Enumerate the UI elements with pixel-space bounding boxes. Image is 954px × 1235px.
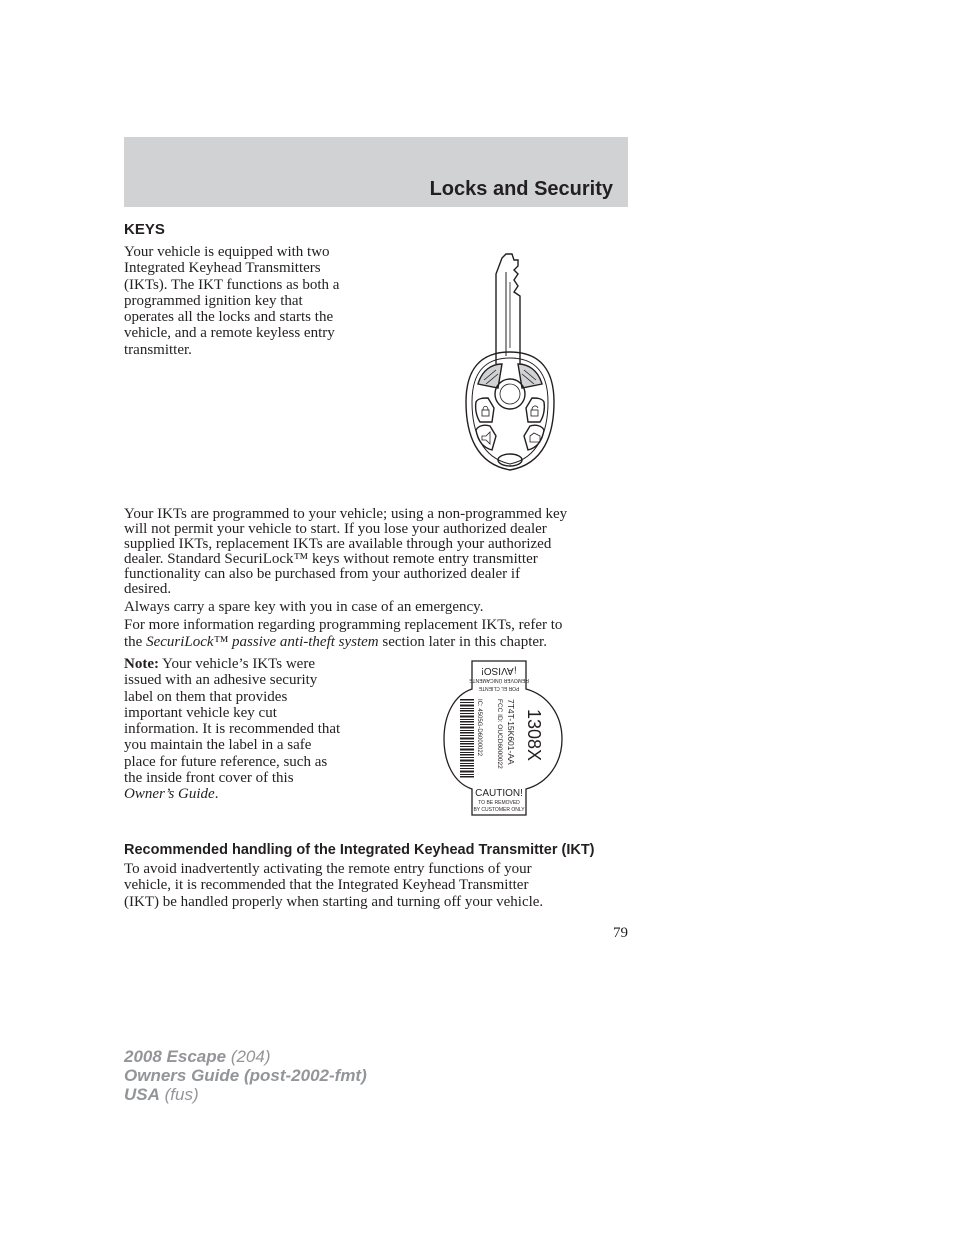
text-line: programmed ignition key that xyxy=(124,292,303,309)
text-run: Your vehicle’s IKTs were xyxy=(158,656,315,672)
text-line: operates all the locks and starts the xyxy=(124,309,334,326)
section-heading-keys: KEYS xyxy=(124,221,165,238)
text-line: desired. xyxy=(124,581,172,598)
text-line: you maintain the label in a safe xyxy=(124,737,312,754)
text-line: information. It is recommended that xyxy=(124,721,341,738)
key-code: 1308X xyxy=(524,709,544,762)
text-line: place for future reference, such as xyxy=(124,753,328,770)
text-line xyxy=(124,786,340,802)
text-line: (IKT) be handled properly when starting and turning off your vehicle. xyxy=(124,893,544,910)
spare-key-paragraph: Always carry a spare key with you in case of an emergency. xyxy=(124,599,484,615)
text-line: To avoid inadvertently activating the remote entry functions of your xyxy=(124,861,532,877)
text-line: supplied IKTs, replacement IKTs are available through your authorized xyxy=(124,536,552,553)
ic-number: IC: 4505G-D6000022 xyxy=(476,699,482,757)
page-number: 79 xyxy=(613,925,628,941)
part-number: 7T4T-15K601-AA xyxy=(506,699,516,765)
text-run: . xyxy=(214,786,219,803)
section-heading-ikt-handling: Recommended handling of the Integrated Keyhead Transmitter (IKT) xyxy=(124,842,595,858)
text-line: important vehicle key cut xyxy=(124,704,277,721)
text-line: For more information regarding programming replacement IKTs, refer to xyxy=(124,617,563,633)
barcode xyxy=(460,699,474,778)
caution-text: CAUTION! xyxy=(475,788,523,799)
ikt-programming-paragraph xyxy=(124,507,567,598)
aviso-text: ¡AVISO! xyxy=(481,665,517,676)
security-label-illustration xyxy=(440,659,566,817)
footer-line-3 xyxy=(124,1085,367,1104)
text-line xyxy=(124,634,562,651)
text-run: section later in this chapter. xyxy=(378,634,547,650)
note-paragraph xyxy=(124,656,340,803)
fcc-id: FCC ID: OUCD6000022 xyxy=(496,699,503,769)
text-line: transmitter. xyxy=(124,341,192,358)
text-line: functionality can also be purchased from your authorized dealer if xyxy=(124,566,521,583)
note-label: Note: xyxy=(124,656,159,672)
aviso-sub-2: POR EL CLIENTE xyxy=(478,685,520,691)
ikt-handling-paragraph xyxy=(124,861,543,910)
text-line: vehicle, it is recommended that the Integrated Keyhead Transmitter xyxy=(124,877,529,894)
owners-guide-reference: Owner’s Guide xyxy=(124,786,215,803)
footer-line-2 xyxy=(124,1066,367,1085)
footer-guide: Owners Guide (post-2002-fmt) xyxy=(124,1066,367,1085)
text-line: Integrated Keyhead Transmitters xyxy=(124,260,321,277)
text-line: the inside front cover of this xyxy=(124,770,294,787)
panic-horn-icon xyxy=(476,425,496,450)
text-line: Your IKTs are programmed to your vehicle; using a non-programmed key xyxy=(124,506,568,522)
footer-line-1 xyxy=(124,1047,367,1066)
text-line: label on them that provides xyxy=(124,688,288,705)
footer-market-code: (fus) xyxy=(159,1085,199,1104)
text-line: (IKTs). The IKT functions as both a xyxy=(124,276,340,293)
text-line: vehicle, and a remote keyless entry xyxy=(124,325,335,342)
trunk-release-icon xyxy=(524,425,544,450)
text-line: issued with an adhesive security xyxy=(124,672,318,689)
page-title: Locks and Security xyxy=(429,178,613,200)
more-info-paragraph xyxy=(124,617,562,651)
text-run: the xyxy=(124,634,147,650)
footer-model: 2008 Escape xyxy=(124,1047,227,1066)
aviso-sub-1: REMOVER ÚNICAMENTE xyxy=(469,677,529,683)
keys-intro-paragraph xyxy=(124,244,339,358)
text-line: will not permit your vehicle to start. If you lose your authorized dealer xyxy=(124,521,547,538)
footer-market: USA xyxy=(124,1085,160,1104)
text-line xyxy=(124,656,340,672)
caution-sub-2: BY CUSTOMER ONLY xyxy=(473,807,525,813)
text-line: Your vehicle is equipped with two xyxy=(124,244,330,260)
caution-sub-1: TO BE REMOVED xyxy=(478,800,520,806)
document-footer xyxy=(124,1047,367,1104)
securilock-reference: SecuriLock™ passive anti-theft system xyxy=(146,634,379,650)
footer-model-code: (204) xyxy=(226,1047,271,1066)
key-fob-illustration xyxy=(462,252,558,478)
text-line: dealer. Standard SecuriLock™ keys without remote entry transmitter xyxy=(124,551,538,568)
header-band xyxy=(124,137,628,207)
